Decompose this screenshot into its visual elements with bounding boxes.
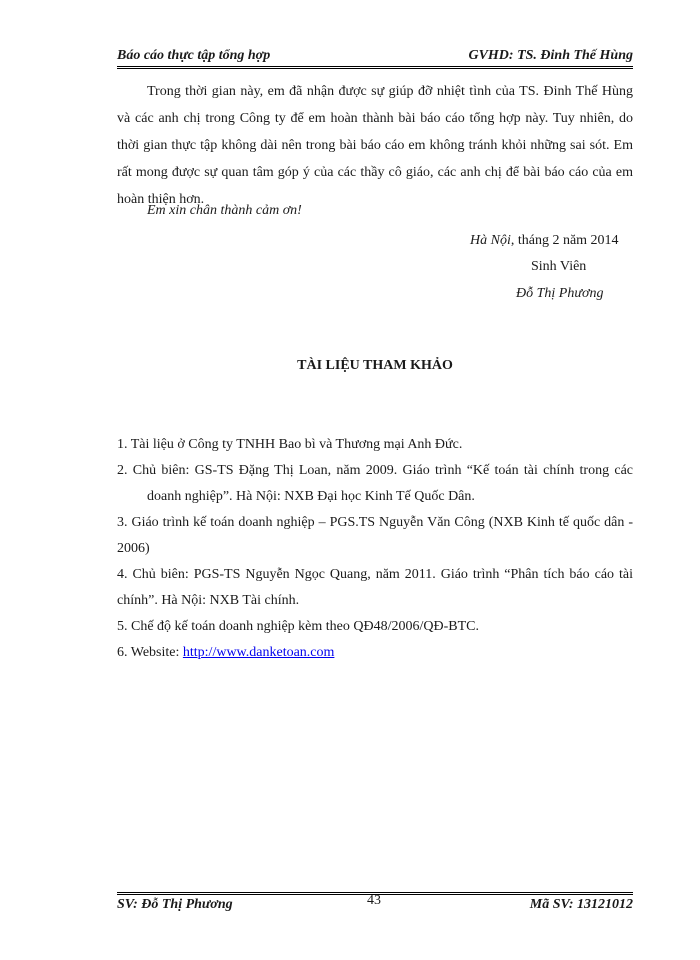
page-number: 43 bbox=[367, 893, 381, 908]
reference-item: 4. Chủ biên: PGS-TS Nguyễn Ngọc Quang, năm 2011. Giáo trình “Phân tích báo cáo tài chính”. Hà Nội: NXB Tài chính. bbox=[117, 567, 633, 608]
website-label: 6. Website: bbox=[117, 645, 183, 660]
reference-item: 1. Tài liệu ở Công ty TNHH Bao bì và Thương mại Anh Đức. bbox=[117, 437, 463, 452]
header-title: Báo cáo thực tập tổng hợp bbox=[117, 48, 271, 63]
place: Hà Nội bbox=[470, 233, 511, 248]
reference-item: 2. Chủ biên: GS-TS Đặng Thị Loan, năm 2009. Giáo trình “Kế toán tài chính trong các doanh nghiệp”. Hà Nội: NXB Đại học Kinh Tế Quốc Dân. bbox=[117, 463, 633, 504]
thanks-line: Em xin chân thành cảm ơn! bbox=[147, 203, 302, 218]
references-title: TÀI LIỆU THAM KHẢO bbox=[297, 358, 453, 373]
page-header bbox=[117, 43, 633, 65]
reference-item: 5. Chế độ kế toán doanh nghiệp kèm theo QĐ48/2006/QĐ-BTC. bbox=[117, 619, 480, 634]
references-list bbox=[117, 432, 633, 666]
signer-role: Sinh Viên bbox=[531, 259, 587, 274]
date: , tháng 2 năm 2014 bbox=[510, 233, 619, 248]
signer-name: Đỗ Thị Phương bbox=[516, 286, 604, 301]
place-date bbox=[470, 233, 619, 249]
footer-student-id: Mã SV: 13121012 bbox=[529, 897, 633, 912]
footer-student: SV: Đỗ Thị Phương bbox=[117, 897, 233, 912]
header-rule bbox=[117, 66, 633, 69]
reference-item-website bbox=[117, 640, 633, 666]
header-advisor: GVHD: TS. Đinh Thế Hùng bbox=[468, 48, 633, 63]
acknowledgement-paragraph: Trong thời gian này, em đã nhận được sự giúp đỡ nhiệt tình của TS. Đinh Thế Hùng và các anh chị trong Công ty để em hoàn thành bài báo cáo tổng hợp này. Tuy nhiên, do thời gian thực tập không dài nên trong bài báo cáo em không tránh khỏi những sai sót. Em rất mong được sự quan tâm góp ý của các thầy cô giáo, các anh chị để bài báo cáo của em hoàn thiện hơn. bbox=[117, 84, 633, 207]
reference-item: 3. Giáo trình kế toán doanh nghiệp – PGS.TS Nguyễn Văn Công (NXB Kinh tế quốc dân - 2006) bbox=[117, 515, 633, 556]
website-link[interactable]: http://www.danketoan.com bbox=[182, 645, 335, 660]
